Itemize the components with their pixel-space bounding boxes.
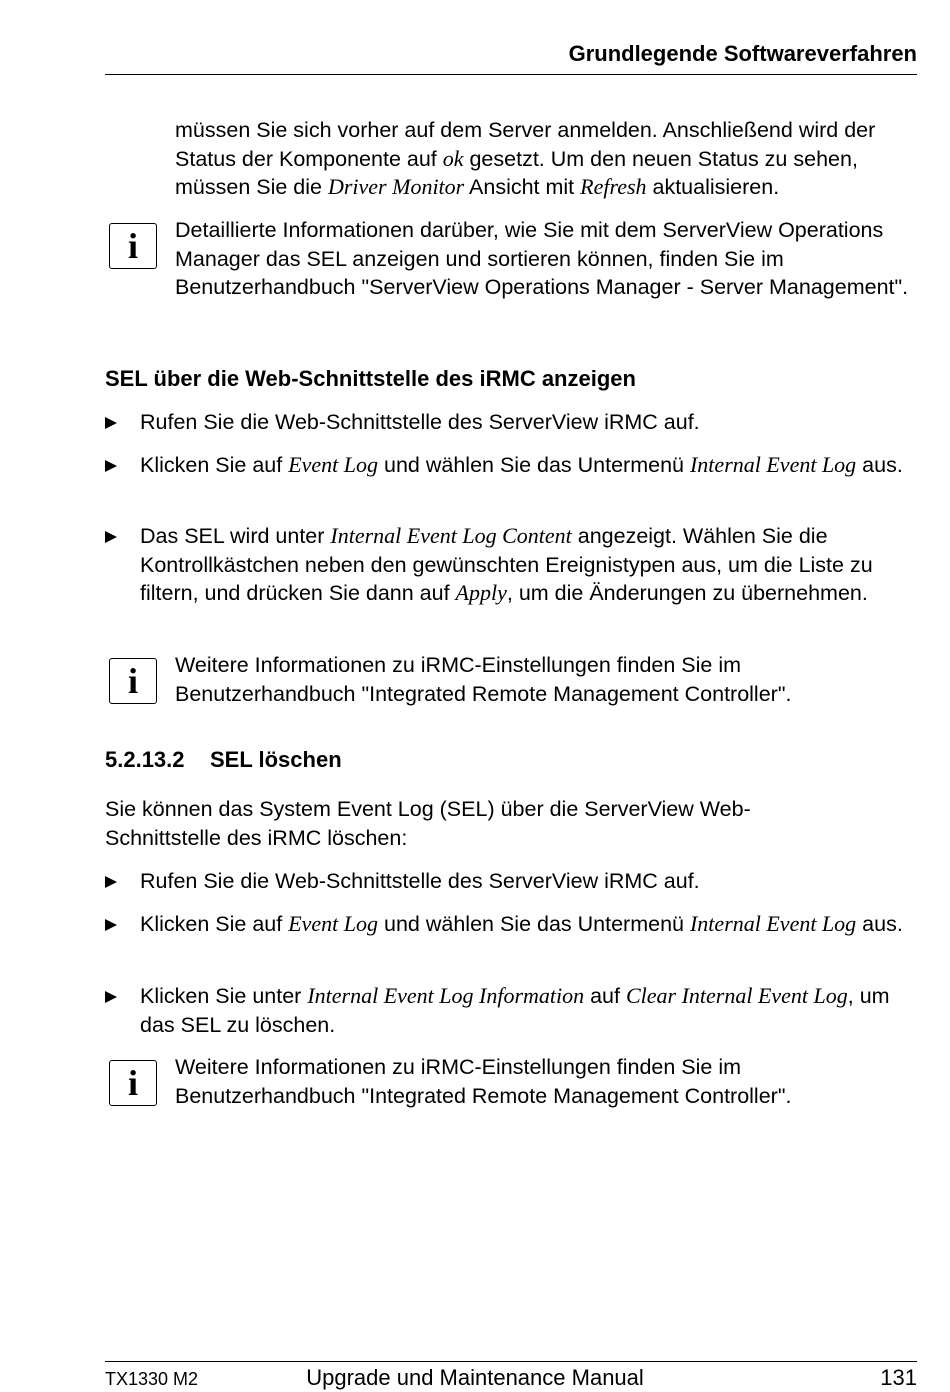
step-text-part: Klicken Sie unter — [140, 984, 308, 1008]
section-heading-delete-sel — [105, 746, 917, 774]
step-text-part: , um das SEL zu löschen. — [140, 984, 890, 1037]
event-log-term: Event Log — [288, 911, 379, 936]
step-text-part: Klicken Sie auf — [140, 912, 289, 936]
bullet-triangle-icon — [105, 919, 117, 931]
step-text-part: , um die Änderungen zu übernehmen. — [506, 581, 868, 605]
step-text-part: und wählen Sie das Untermenü — [378, 912, 690, 936]
step-text-part: auf — [584, 984, 626, 1008]
running-header: Grundlegende Softwareverfahren — [568, 41, 917, 66]
bullet-triangle-icon — [105, 417, 117, 429]
footer-rule — [105, 1361, 917, 1362]
list-item — [105, 451, 917, 480]
ok-term: ok — [442, 145, 464, 171]
step-text: Rufen Sie die Web-Schnittstelle des ServerView iRMC auf. — [140, 410, 700, 434]
footer-manual-title: Upgrade und Maintenance Manual — [306, 1365, 644, 1390]
intro-paragraph — [175, 116, 917, 202]
driver-monitor-term: Driver Monitor — [327, 174, 465, 199]
step-text: Rufen Sie die Web-Schnittstelle des ServerView iRMC auf. — [140, 869, 700, 893]
section-heading-view-sel: SEL über die Web-Schnittstelle des iRMC anzeigen — [105, 366, 636, 391]
note-irmc-settings: Weitere Informationen zu iRMC-Einstellungen finden Sie im Benutzerhandbuch "Integrated Remote Management Controller". — [175, 1055, 792, 1108]
note-irmc-settings: Weitere Informationen zu iRMC-Einstellungen finden Sie im Benutzerhandbuch "Integrated Remote Management Controller". — [175, 653, 792, 706]
section-number: 5.2.13.2 — [105, 747, 185, 772]
refresh-term: Refresh — [580, 174, 647, 199]
event-log-information-term: Internal Event Log Information — [307, 983, 585, 1008]
step-text — [140, 910, 917, 939]
event-log-content-term: Internal Event Log Content — [330, 523, 572, 548]
intro-text-2: gesetzt. Um den neuen Status zu sehen, müssen Sie die — [175, 146, 858, 199]
step-text-part: Das SEL wird unter — [140, 524, 331, 548]
note-serverview-sel: Detaillierte Informationen darüber, wie Sie mit dem ServerView Operations Manager das SEL anzeigen und sortieren können, finden Sie im Benutzerhandbuch "ServerView Operations Manager - Server Management". — [175, 218, 909, 299]
apply-term: Apply — [455, 580, 507, 605]
footer-model: TX1330 M2 — [105, 1369, 199, 1389]
step-text-part: angezeigt. Wählen Sie die Kontrollkästchen neben den gewünschten Ereignistypen aus, um die Liste zu filtern, und drücken Sie dann auf — [140, 524, 873, 605]
step-text-part: und wählen Sie das Untermenü — [378, 453, 690, 477]
bullet-triangle-icon — [105, 876, 117, 888]
clear-event-log-term: Clear Internal Event Log — [625, 983, 848, 1008]
bullet-triangle-icon — [105, 460, 117, 472]
list-item — [105, 408, 917, 437]
list-item — [105, 867, 917, 896]
step-text-part: aus. — [856, 912, 903, 936]
info-icon: i — [109, 658, 157, 704]
list-item — [105, 910, 917, 939]
section-title: SEL löschen — [210, 747, 342, 772]
info-icon: i — [109, 223, 157, 269]
step-text-part: Klicken Sie auf — [140, 453, 289, 477]
info-icon: i — [109, 1060, 157, 1106]
intro-text-1: müssen Sie sich vorher auf dem Server anmelden. Anschließend wird der Status der Komponente auf — [175, 118, 876, 171]
bullet-triangle-icon — [105, 531, 117, 543]
intro-text-4: aktualisieren. — [646, 175, 780, 199]
event-log-term: Event Log — [288, 452, 379, 477]
step-text — [140, 451, 917, 480]
internal-event-log-term: Internal Event Log — [689, 452, 857, 477]
list-item — [105, 522, 917, 608]
page-number: 131 — [880, 1365, 917, 1390]
header-rule — [105, 74, 917, 75]
internal-event-log-term: Internal Event Log — [689, 911, 857, 936]
list-item — [105, 982, 917, 1039]
step-text — [140, 982, 917, 1039]
intro-text-3: Ansicht mit — [464, 175, 581, 199]
step-text — [140, 522, 917, 608]
section-intro-paragraph: Sie können das System Event Log (SEL) über die ServerView Web-Schnittstelle des iRMC löschen: — [105, 797, 751, 850]
bullet-triangle-icon — [105, 991, 117, 1003]
step-text-part: aus. — [856, 453, 903, 477]
